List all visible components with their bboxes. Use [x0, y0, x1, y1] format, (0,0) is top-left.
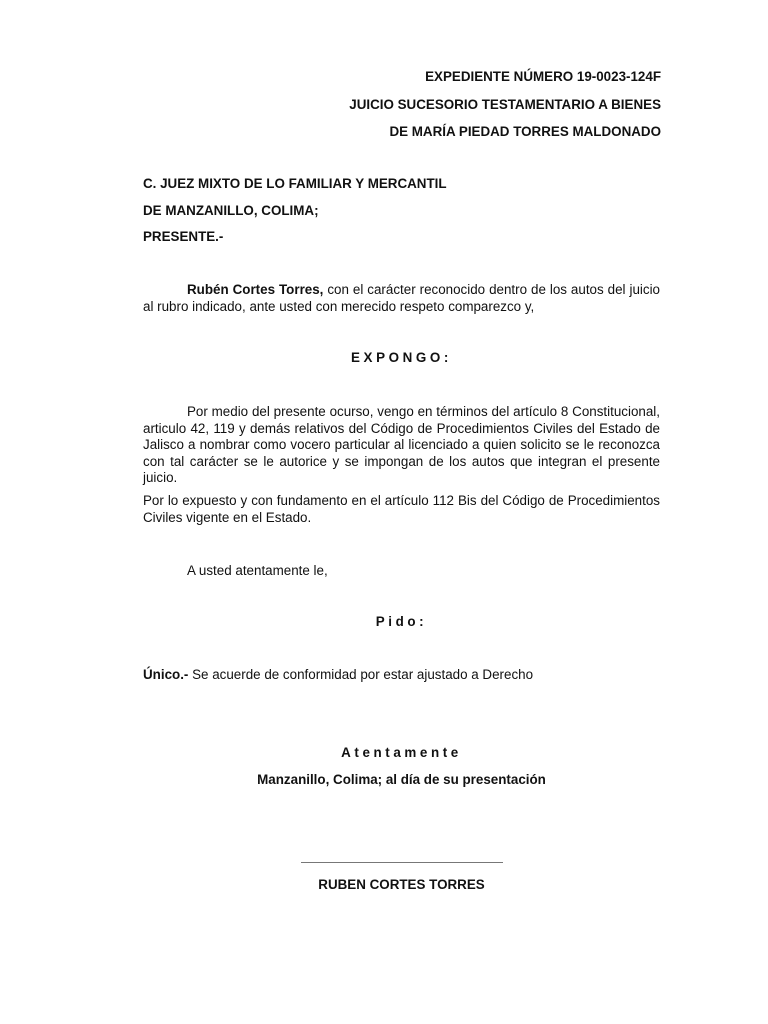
salutation: Atentamente	[341, 745, 462, 760]
case-subject: DE MARÍA PIEDAD TORRES MALDONADO	[389, 124, 661, 139]
intro-name: Rubén Cortes Torres,	[187, 282, 324, 297]
body-paragraph-2: Por lo expuesto y con fundamento en el artículo 112 Bis del Código de Procedimientos Civiles vigente en el Estado.	[143, 493, 660, 525]
body-paragraph-1-text: Por medio del presente ocurso, vengo en términos del artículo 8 Constitucional, articulo 42, 119 y demás relativos del Código de Procedimientos Civiles del Estado de Jalisco a nombrar como vocero particular al licenciado a quien solicito se le reconozca con tal carácter se le autorice y se impongan de los autos que integran el presente juicio.	[143, 404, 660, 485]
signatory-name: RUBEN CORTES TORRES	[318, 877, 485, 892]
petition-text: Se acuerde de conformidad por estar ajustado a Derecho	[188, 667, 534, 682]
case-number: EXPEDIENTE NÚMERO 19-0023-124F	[425, 69, 661, 84]
intro-text: con el carácter reconocido dentro de los autos del juicio al rubro indicado, ante usted con merecido respeto comparezco y,	[143, 282, 660, 314]
addressee-present: PRESENTE.-	[143, 229, 224, 244]
case-type: JUICIO SUCESORIO TESTAMENTARIO A BIENES	[349, 97, 661, 112]
addressee-location: DE MANZANILLO, COLIMA;	[143, 203, 319, 218]
body-paragraph-1	[143, 404, 660, 487]
petition-line	[143, 667, 660, 684]
place-date: Manzanillo, Colima; al día de su presentación	[257, 772, 546, 787]
intro-paragraph	[143, 282, 660, 315]
pido-heading: Pido:	[375, 614, 428, 629]
expongo-heading: EXPONGO:	[351, 350, 452, 365]
petition-label: Único.-	[143, 667, 189, 682]
signature-line	[301, 862, 503, 863]
closing-request-text: A usted atentamente le,	[187, 563, 328, 578]
addressee-judge: C. JUEZ MIXTO DE LO FAMILIAR Y MERCANTIL	[143, 176, 447, 191]
closing-request	[143, 563, 660, 580]
